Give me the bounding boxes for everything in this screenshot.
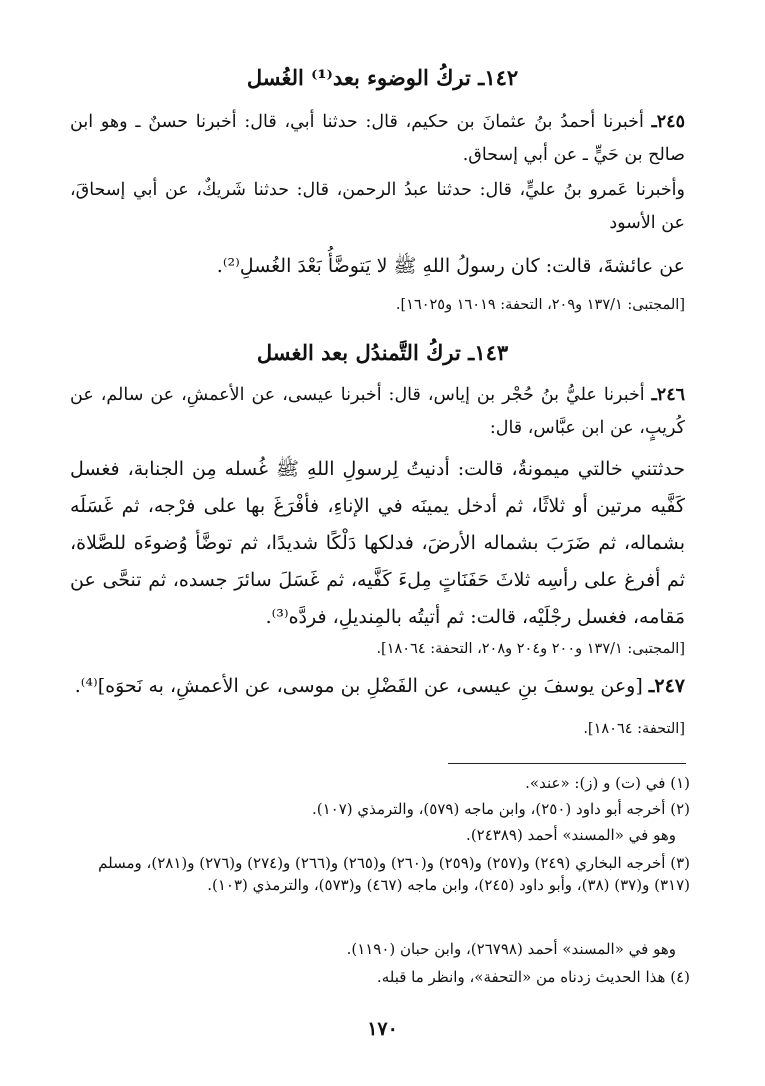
hadith-number: ٢٤٥ـ <box>651 112 685 132</box>
hadith-245-isnad-1 <box>70 106 685 172</box>
hadith-247 <box>70 668 685 705</box>
chapter-heading-143: ١٤٣ـ تركُ التَّمندُل بعد الغسل <box>256 340 509 365</box>
hadith-245-matn: عن عائشةَ، قالت: كان رسولُ اللهِ ﷺ لا يَتوضَّأُ بَعْدَ الغُسلِ⁽²⁾. <box>216 255 685 277</box>
footnote-1: (١) في (ت) و (ز): «عند». <box>525 774 690 792</box>
hadith-245-isnad-2: وأخبرنا عَمرو بنُ عليٍّ، قال: حدثنا عبدُ الرحمن، قال: حدثنا شَريكٌ، عن أبي إسحاقَ، عن الأسود <box>70 180 685 233</box>
hadith-number: ٢٤٧ـ <box>648 675 685 697</box>
chapter-heading-142: ١٤٢ـ تركُ الوضوء بعد⁽¹⁾ الغُسل <box>246 65 519 90</box>
isnad-text: أخبرنا أحمدُ بنُ عثمانَ بن حكيم، قال: حدثنا أبي، قال: أخبرنا حسنٌ ـ وهو ابن صالح بن حَيٍّ ـ عن أبي إسحاق. <box>70 112 685 165</box>
isnad-text: أخبرنا عليُّ بنُ حُجْر بن إياس، قال: أخبرنا عيسى، عن الأعمشِ، عن سالم، عن كُريبٍ، عن ابن عبَّاس، قال: <box>70 385 685 438</box>
footnote-separator <box>448 763 686 764</box>
footnote-4: (٤) هذا الحديث زدناه من «التحفة»، وانظر ما قبله. <box>376 968 690 986</box>
hadith-247-reference: [التحفة: ١٨٠٦٤]. <box>583 721 685 737</box>
footnote-2: (٢) أخرجه أبو داود (٢٥٠)، وابن ماجه (٥٧٩)، والترمذي (١٠٧). <box>311 800 690 818</box>
hadith-246-isnad <box>70 379 685 445</box>
hadith-245-reference: [المجتبى: ١٣٧/١ و٢٠٩، التحفة: ١٦٠١٩ و١٦٠٢٥]. <box>395 297 685 313</box>
footnote-2-continued: وهو في «المسند» أحمد (٢٤٣٨٩). <box>466 826 676 844</box>
footnote-3-continued: وهو في «المسند» أحمد (٢٦٧٩٨)، وابن حبان (١١٩٠). <box>346 940 676 958</box>
footnote-3: (٣) أخرجه البخاري (٢٤٩) و(٢٥٧) و(٢٥٩) و(٢٦٠) و(٢٦٥) و(٢٦٦) و(٢٧٤) و(٢٧٦) و(٢٨١)، ومسلم (٣١٧) و(٣٧) (٣٨)، وأبو داود (٢٤٥)، وابن ماجه (٤٦٧) و(٥٧٣)، والترمذي (١٠٣). <box>98 854 690 894</box>
hadith-number: ٢٤٦ـ <box>651 385 685 405</box>
hadith-246-reference: [المجتبى: ١٣٧/١ و٢٠٠ و٢٠٤ و٢٠٨، التحفة: ١٨٠٦٤]. <box>376 641 685 657</box>
page-number: ١٧٠ <box>367 1018 398 1040</box>
hadith-246-matn: حدثتني خالتي ميمونةُ، قالت: أدنيتُ لِرسولِ اللهِ ﷺ غُسله مِن الجنابة، فغسل كَفَّيه مرتين أو ثلاثًا، ثم أدخل يمينَه في الإناءِ، فأفْرَغَ بها على فرْجه، ثم غَسَلَه بشماله، ثم ضَرَبَ بشماله الأرضَ، فدلكها دَلْكًا شديدًا، ثم توضَّأ وُضوءَه للصَّلاة، ثم أفرغ على رأسِه ثلاثَ حَفَنَاتٍ مِلءَ كَفَّيه، ثم غَسَلَ سائرَ جسده، ثم تنحَّى عن مَقامه، فغسل رجْلَيْه، قالت: ثم أتيتُه بالمِنديلِ، فردَّه⁽³⁾. <box>70 458 685 628</box>
hadith-text: [وعن يوسفَ بنِ عيسى، عن الفَضْلِ بن موسى، عن الأعمشِ، به نَحوَه]⁽⁴⁾. <box>74 675 643 697</box>
